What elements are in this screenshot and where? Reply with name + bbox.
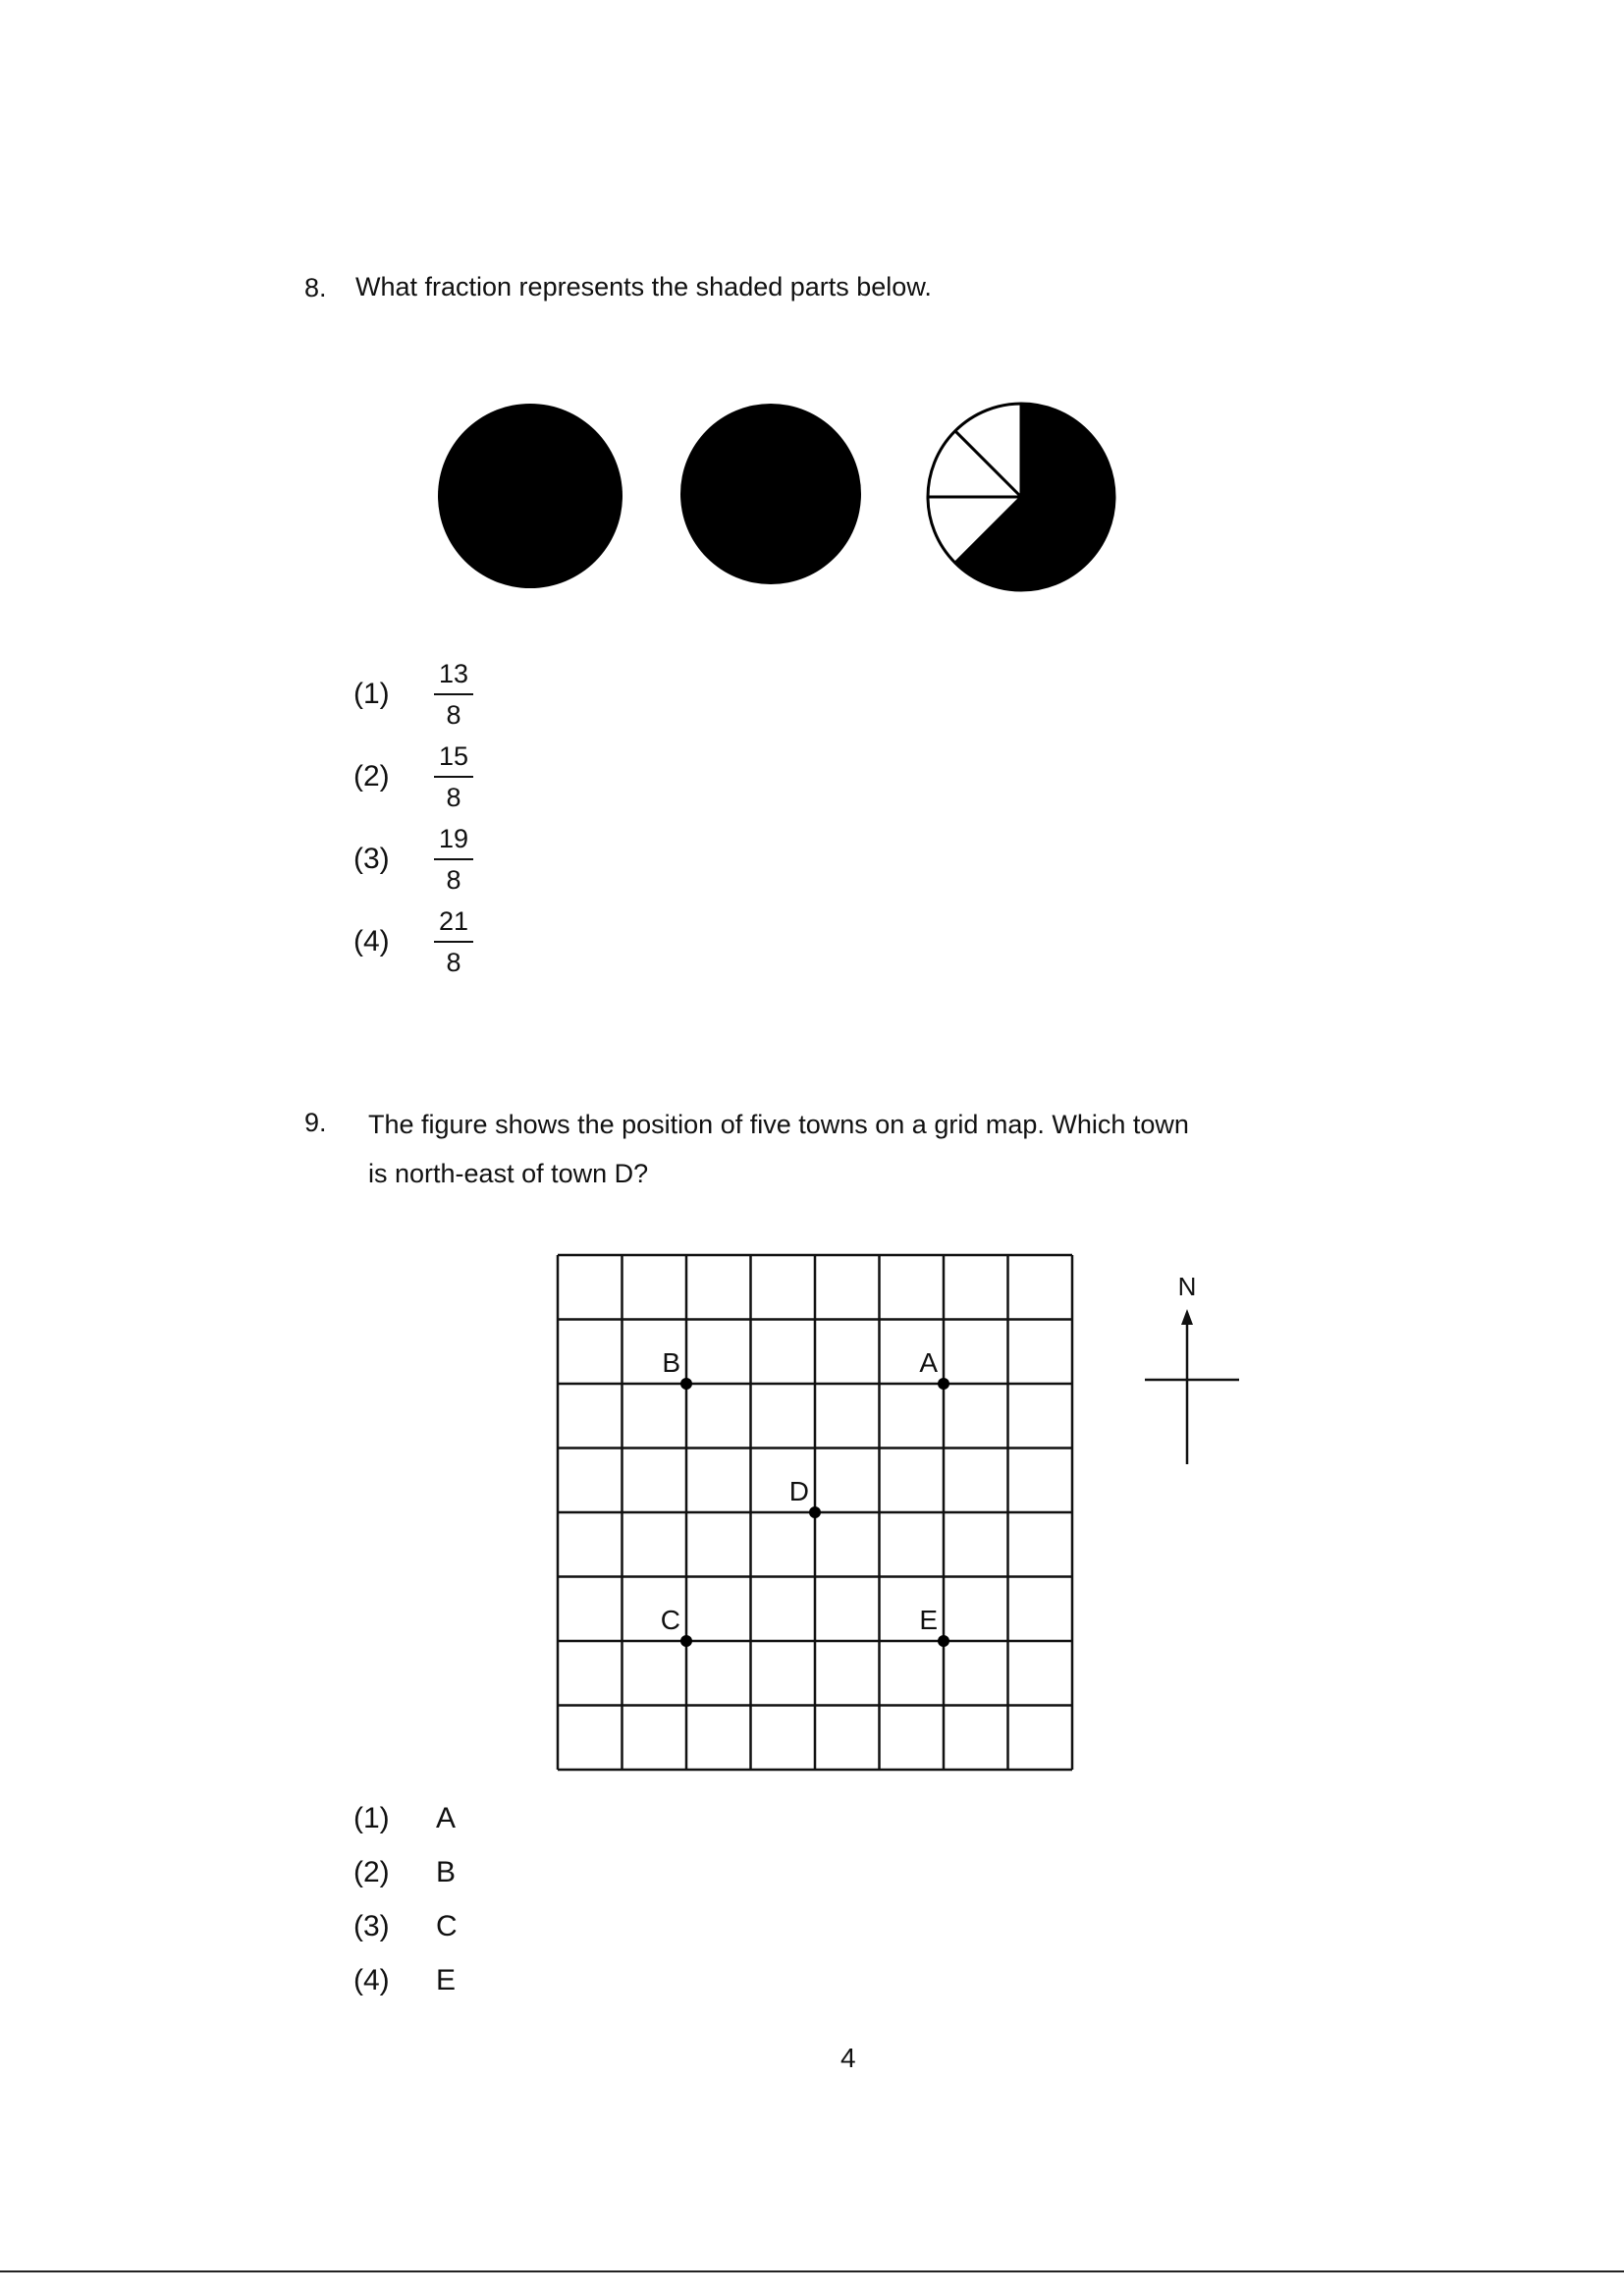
q9-option-value: E [436,1964,457,1996]
town-e-label: E [919,1605,938,1635]
q8-option-fraction: 19 8 [434,821,473,898]
q8-option-label: (4) [353,925,390,957]
town-grid-map [550,1247,1080,1777]
q8-circle-2 [680,404,861,584]
town-a-label: A [919,1347,938,1378]
q8-option-fraction: 13 8 [434,656,473,733]
question-9-number: 9. [304,1108,327,1137]
town-a-point [938,1378,949,1390]
q9-option-label: (1) [353,1802,390,1834]
question-8-number: 8. [304,273,327,302]
town-b-point [680,1378,692,1390]
q8-circle-3 [928,404,1114,590]
q8-fraction-figure [422,383,1129,609]
town-c-point [680,1635,692,1647]
page-number: 4 [840,2043,856,2073]
q8-circle-1 [438,404,623,588]
question-9-text-line-1: The figure shows the position of five towns on a grid map. Which town [368,1110,1189,1139]
q8-option-fraction: 21 8 [434,903,473,980]
town-e-point [938,1635,949,1647]
q8-option-label: (1) [353,678,390,710]
q8-option-fraction: 15 8 [434,738,473,815]
q9-option-value: B [436,1856,457,1888]
compass-north-arrow [1139,1272,1247,1468]
q8-option-label: (3) [353,843,390,875]
question-8-text: What fraction represents the shaded parts below. [355,272,932,301]
q9-option-value: C [436,1910,458,1942]
q9-option-label: (3) [353,1910,390,1942]
town-markers [661,1347,949,1647]
footer-rule [0,2270,1624,2272]
town-d-label: D [788,1476,809,1506]
q8-option-label: (2) [353,760,390,793]
question-9-text-line-2: is north-east of town D? [368,1159,649,1188]
q9-option-label: (2) [353,1856,390,1888]
town-b-label: B [662,1347,680,1378]
town-d-point [809,1506,821,1518]
compass-label-n: N [1177,1272,1197,1301]
q9-option-label: (4) [353,1964,390,1996]
q9-option-value: A [436,1802,457,1834]
town-c-label: C [660,1605,680,1635]
